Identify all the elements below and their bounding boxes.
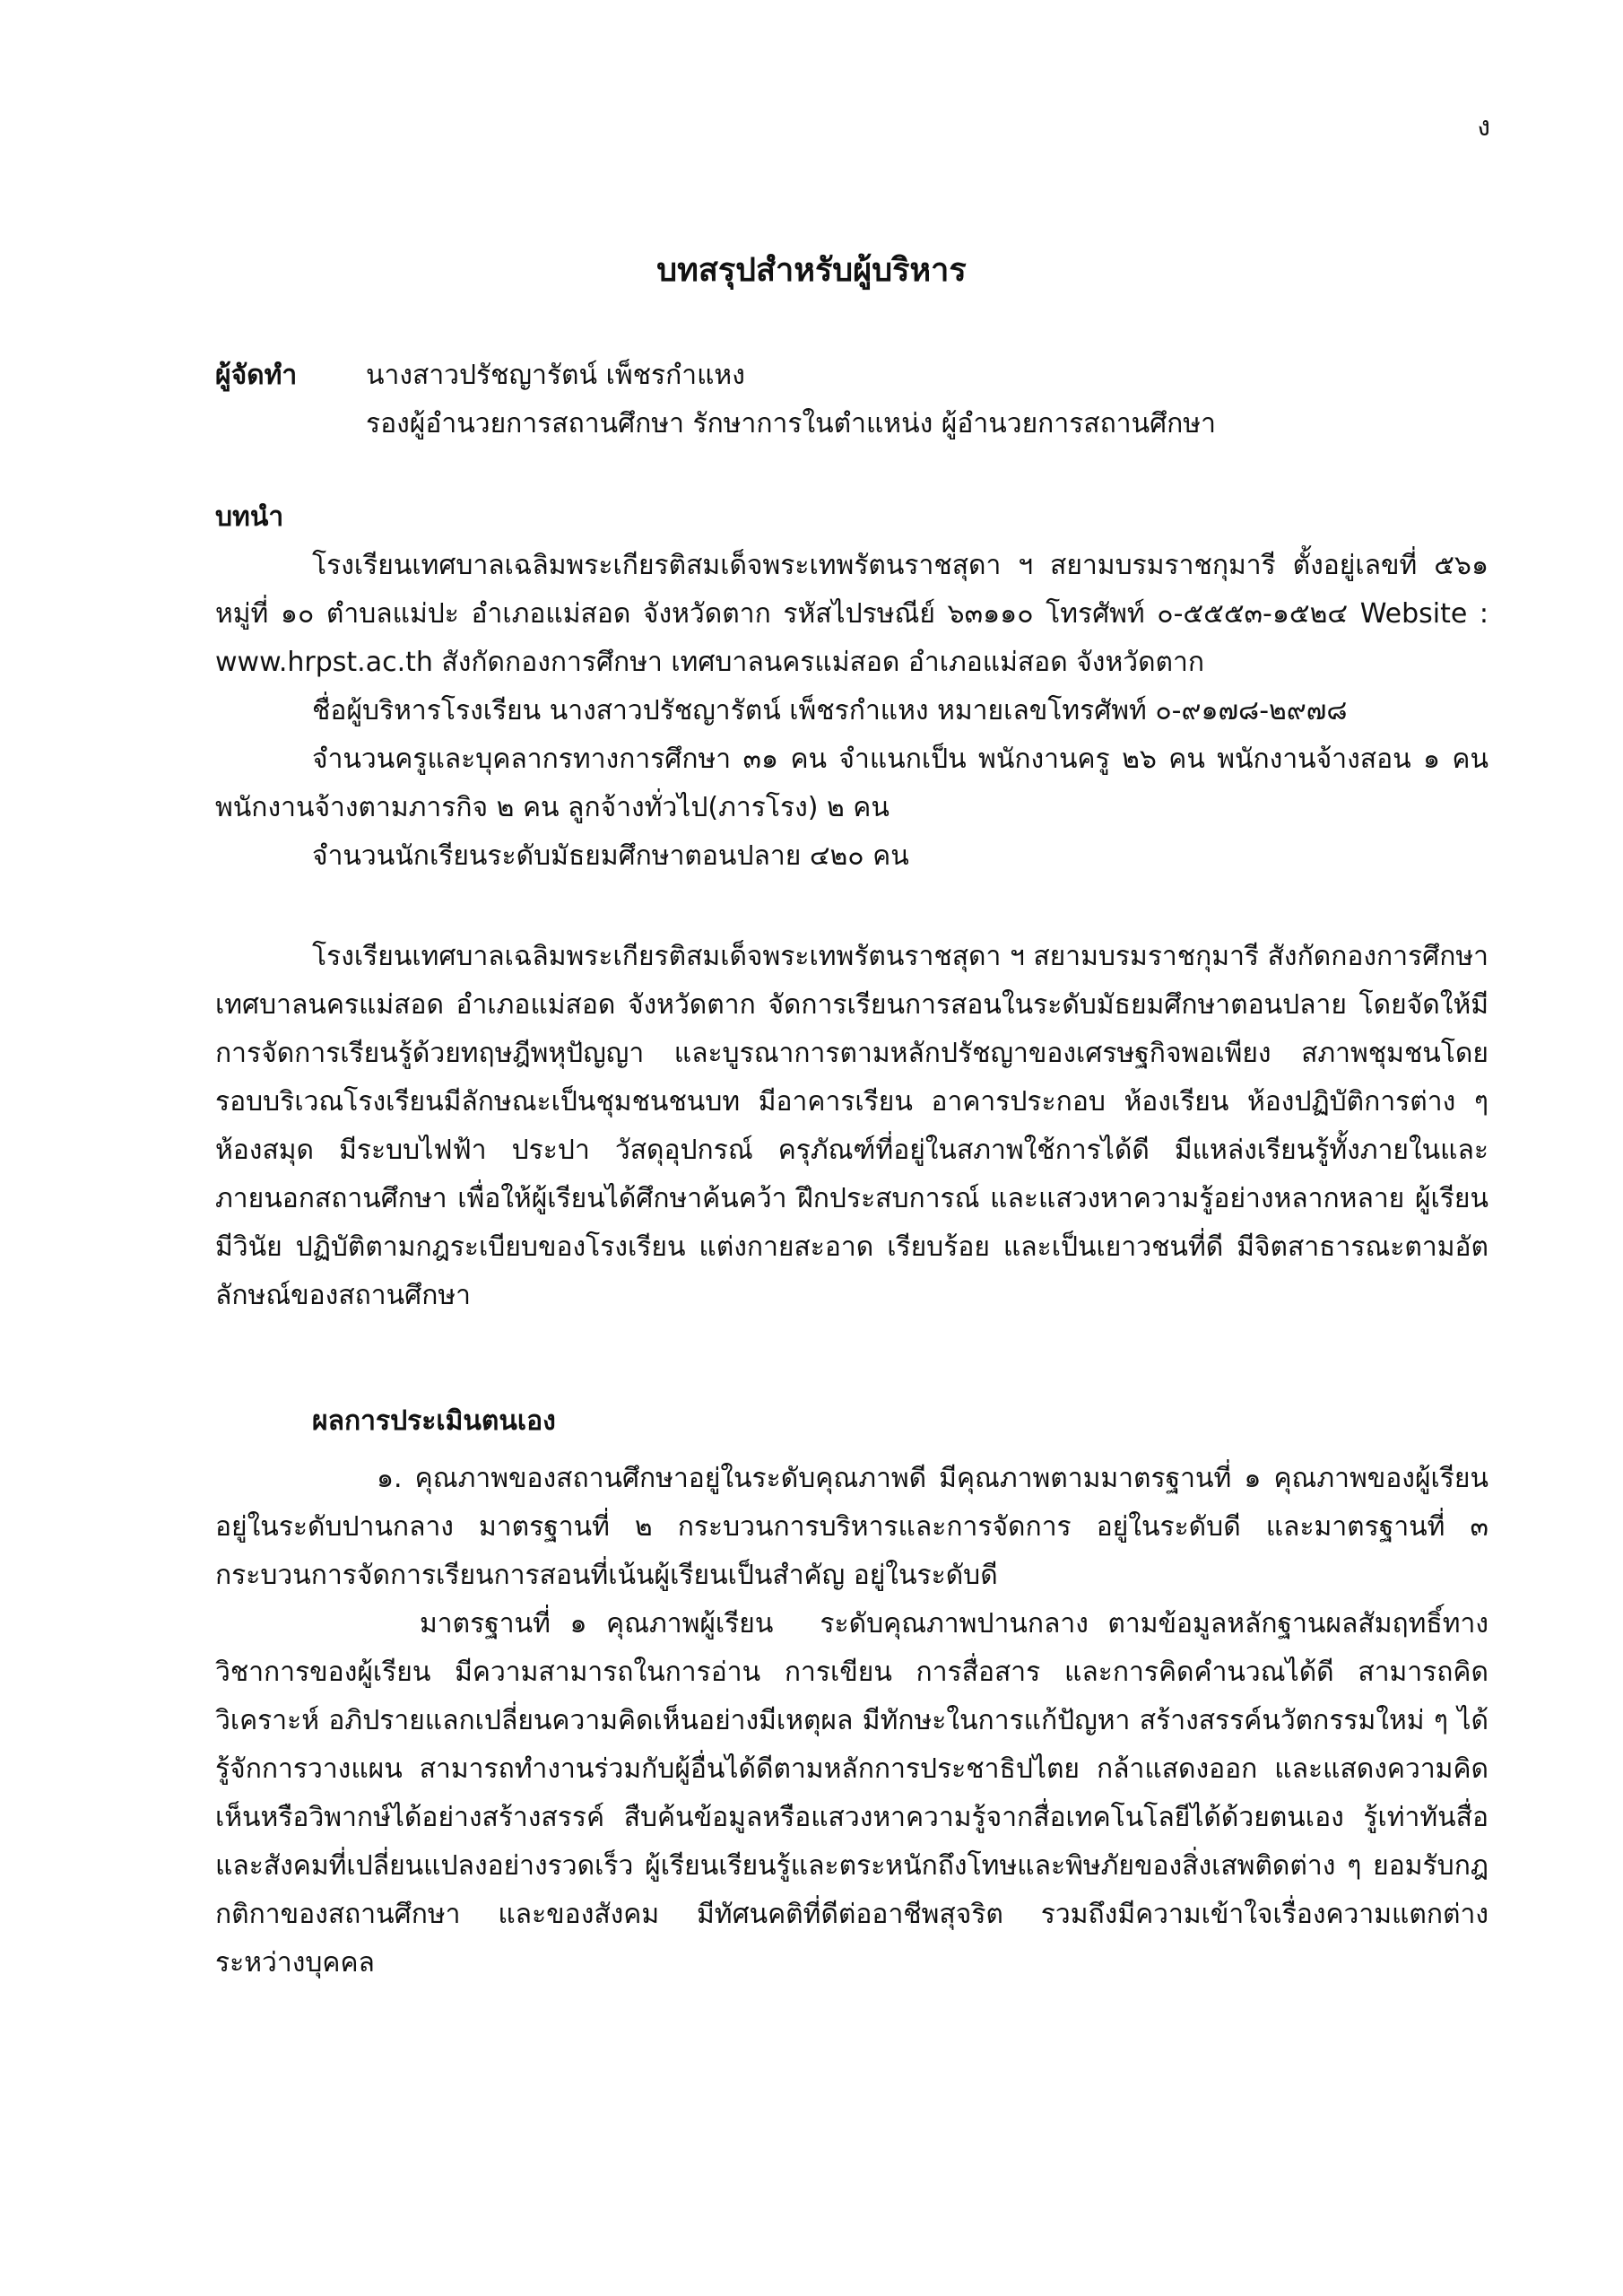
self-assessment-heading: ผลการประเมินตนเอง xyxy=(312,1405,556,1437)
assessment-item-1: ๑. คุณภาพของสถานศึกษาอยู่ในระดับคุณภาพดี มีคุณภาพตามมาตรฐานที่ ๑ คุณภาพของผู้เรียน อยู่ในระดับปานกลาง มาตรฐานที่ ๒ กระบวนการบริหารและการจัดการ อยู่ในระดับดี และมาตรฐานที่ ๓ กระบวนการจัดการเรียนการสอนที่เน้นผู้เรียนเป็นสำคัญ อยู่ในระดับดี xyxy=(215,1463,1488,1591)
author-label: ผู้จัดทำ xyxy=(215,360,298,391)
standard-1-text: ระดับคุณภาพปานกลาง ตามข้อมูลหลักฐานผลสัมฤทธิ์ทางวิชาการของผู้เรียน มีความสามารถในการอ่าน การเขียน การสื่อสาร และการคิดคำนวณได้ดี สามารถคิดวิเคราะห์ อภิปรายแลกเปลี่ยนความคิดเห็นอย่างมีเหตุผล มีทักษะในการแก้ปัญหา สร้างสรรค์นวัตกรรมใหม่ ๆ ได้ รู้จักการวางแผน สามารถทำงานร่วมกับผู้อื่นได้ดีตามหลักการประชาธิปไตย กล้าแสดงออก และแสดงความคิดเห็นหรือวิพากษ์ได้อย่างสร้างสรรค์ สืบค้นข้อมูลหรือแสวงหาความรู้จากสื่อเทคโนโลยีได้ด้วยตนเอง รู้เท่าทันสื่อและสังคมที่เปลี่ยนแปลงอย่างรวดเร็ว ผู้เรียนเรียนรู้และตระหนักถึงโทษและพิษภัยของสิ่งเสพติดต่าง ๆ ยอมรับกฎกติกาของสถานศึกษา และของสังคม มีทัศนคติที่ดีต่ออาชีพสุจริต รวมถึงมีความเข้าใจเรื่องความแตกต่างระหว่างบุคคล xyxy=(215,1608,1488,1979)
introduction-heading: บทนำ xyxy=(215,501,284,533)
self-assessment-section xyxy=(215,1455,1488,1987)
overview-paragraph: โรงเรียนเทศบาลเฉลิมพระเกียรติสมเด็จพระเทพรัตนราชสุดา ฯ สยามบรมราชกุมารี สังกัดกองการศึกษา เทศบาลนครแม่สอด อำเภอแม่สอด จังหวัดตาก จัดการเรียนการสอนในระดับมัธยมศึกษาตอนปลาย โดยจัดให้มีการจัดการเรียนรู้ด้วยทฤษฎีพหุปัญญา และบูรณาการตามหลักปรัชญาของเศรษฐกิจพอเพียง สภาพชุมชนโดยรอบบริเวณโรงเรียนมีลักษณะเป็นชุมชนชนบท มีอาคารเรียน อาคารประกอบ ห้องเรียน ห้องปฏิบัติการต่าง ๆ ห้องสมุด มีระบบไฟฟ้า ประปา วัสดุอุปกรณ์ ครุภัณฑ์ที่อยู่ในสภาพใช้การได้ดี มีแหล่งเรียนรู้ทั้งภายในและภายนอกสถานศึกษา เพื่อให้ผู้เรียนได้ศึกษาค้นคว้า ฝึกประสบการณ์ และแสวงหาความรู้อย่างหลากหลาย ผู้เรียนมีวินัย ปฏิบัติตามกฎระเบียบของโรงเรียน แต่งกายสะอาด เรียบร้อย และเป็นเยาวชนที่ดี มีจิตสาธารณะตามอัตลักษณ์ของสถานศึกษา xyxy=(215,941,1488,1311)
staff-paragraph: จำนวนครูและบุคลากรทางการศึกษา ๓๑ คน จำแนกเป็น พนักงานครู ๒๖ คน พนักงานจ้างสอน ๑ คน พนักงานจ้างตามภารกิจ ๒ คน ลูกจ้างทั่วไป(ภารโรง) ๒ คน xyxy=(215,744,1488,823)
author-position: รองผู้อำนวยการสถานศึกษา รักษาการในตำแหน่ง ผู้อำนวยการสถานศึกษา xyxy=(366,408,1216,439)
school-address-paragraph: โรงเรียนเทศบาลเฉลิมพระเกียรติสมเด็จพระเทพรัตนราชสุดา ฯ สยามบรมราชกุมารี ตั้งอยู่เลขที่ ๕๖๑ หมู่ที่ ๑๐ ตำบลแม่ปะ อำเภอแม่สอด จังหวัดตาก รหัสไปรษณีย์ ๖๓๑๑๐ โทรศัพท์ ๐-๕๕๕๓-๑๕๒๔ Website : www.hrpst.ac.th สังกัดกองการศึกษา เทศบาลนครแม่สอด อำเภอแม่สอด จังหวัดตาก xyxy=(215,550,1488,678)
introduction-section xyxy=(215,542,1488,881)
director-paragraph: ชื่อผู้บริหารโรงเรียน นางสาวปรัชญารัตน์ เพ็ชรกำแหง หมายเลขโทรศัพท์ ๐-๙๑๗๘-๒๙๗๘ xyxy=(312,695,1348,726)
author-name: นางสาวปรัชญารัตน์ เพ็ชรกำแหง xyxy=(366,360,745,391)
standard-1-paragraph xyxy=(215,1600,1488,1987)
page-number: ง xyxy=(1477,111,1490,143)
students-paragraph: จำนวนนักเรียนระดับมัธยมศึกษาตอนปลาย ๔๒๐ คน xyxy=(312,840,909,872)
standard-1-label: มาตรฐานที่ ๑ คุณภาพผู้เรียน xyxy=(420,1608,774,1639)
page-title: บทสรุปสำหรับผู้บริหาร xyxy=(656,252,967,289)
overview-section xyxy=(215,933,1488,1320)
